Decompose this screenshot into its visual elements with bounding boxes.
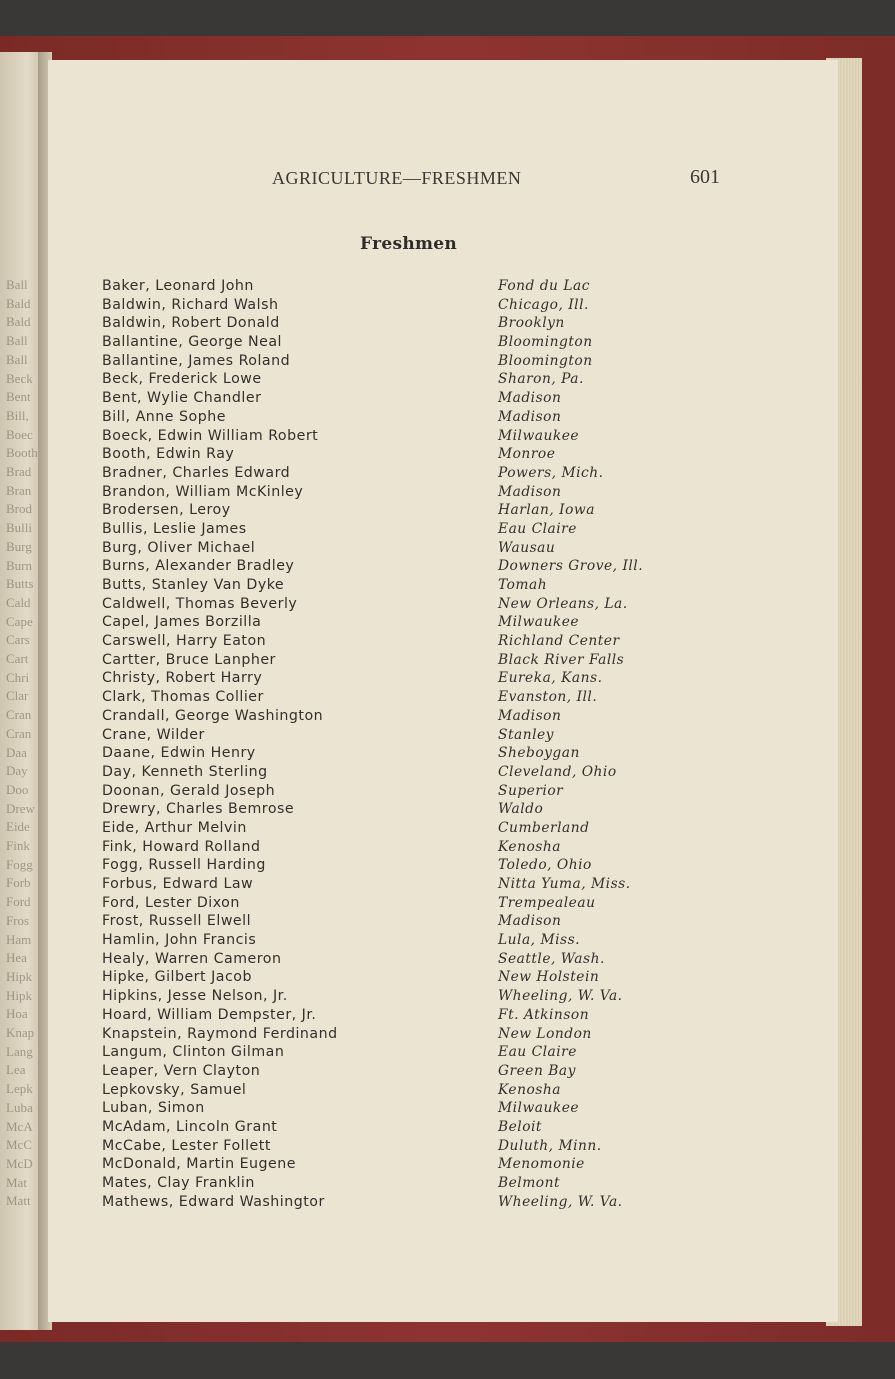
roster-row (102, 370, 662, 389)
student-hometown: Wausau (498, 539, 556, 556)
student-name: Hamlin, John Francis (102, 932, 257, 949)
previous-page-text-fragment: Bill, (6, 407, 29, 423)
student-name: Mates, Clay Franklin (102, 1175, 255, 1191)
previous-page-text-fragment: Cald (6, 594, 31, 610)
student-hometown: Madison (498, 390, 562, 407)
student-name: Forbus, Edward Law (102, 876, 254, 892)
student-name: Clark, Thomas Collier (102, 689, 264, 706)
student-name: Christy, Robert Harry (102, 670, 263, 687)
student-hometown: Eau Claire (498, 1044, 577, 1061)
previous-page-text-fragment: Lang (6, 1043, 33, 1059)
roster-row (102, 539, 662, 558)
student-hometown: Wheeling, W. Va. (498, 988, 623, 1005)
student-name: Baldwin, Richard Walsh (102, 296, 279, 313)
roster-row (102, 1137, 662, 1156)
previous-page-text-fragment: Brod (6, 501, 32, 517)
previous-page-text-fragment: Bald (6, 295, 31, 311)
student-name: Crandall, George Washington (102, 707, 324, 724)
roster-row (102, 501, 662, 520)
previous-page-text-fragment: McC (6, 1137, 32, 1153)
student-name: Crane, Wilder (102, 726, 205, 743)
student-name: Hoard, William Dempster, Jr. (102, 1006, 317, 1023)
student-hometown: Richland Center (498, 633, 620, 650)
student-hometown: Milwaukee (498, 614, 580, 631)
roster-row (102, 707, 662, 726)
student-name: Bill, Anne Sophe (102, 408, 226, 425)
roster-row (102, 1006, 662, 1025)
previous-page-text-fragment: Matt (6, 1193, 31, 1209)
student-hometown: Brooklyn (498, 315, 565, 332)
previous-page-text-fragment: Ham (6, 931, 32, 947)
previous-page-text-fragment: Hipk (6, 987, 32, 1003)
previous-page-text-fragment: Cape (6, 613, 33, 629)
student-hometown: Fond du Lac (498, 278, 590, 294)
roster-row (102, 408, 662, 427)
previous-page-text-fragment: Luba (6, 1099, 33, 1115)
student-hometown: Cleveland, Ohio (498, 763, 617, 780)
roster-row (102, 427, 662, 446)
student-hometown: Sharon, Pa. (498, 371, 584, 388)
previous-page-text-fragment: Fink (6, 838, 30, 853)
roster-row (102, 950, 662, 969)
student-name: Hipke, Gilbert Jacob (102, 969, 252, 986)
previous-page-text-fragment: Booth (6, 445, 38, 461)
roster-row (102, 1099, 662, 1118)
student-name: Eide, Arthur Melvin (102, 819, 247, 836)
student-name: Butts, Stanley Van Dyke (102, 577, 285, 593)
roster-row (102, 595, 662, 614)
student-hometown: New Orleans, La. (498, 595, 628, 612)
roster-row (102, 314, 662, 333)
student-hometown: Eureka, Kans. (498, 670, 603, 687)
student-name: McCabe, Lester Follett (102, 1137, 271, 1154)
student-hometown: Ft. Atkinson (498, 1006, 590, 1023)
roster-row (102, 1174, 662, 1193)
roster-row (102, 819, 662, 838)
student-name: Ballantine, George Neal (102, 334, 282, 351)
roster-row (102, 763, 662, 782)
student-hometown: Madison (498, 707, 562, 724)
roster-row (102, 389, 662, 408)
roster-row (102, 651, 662, 670)
student-name: Drewry, Charles Bemrose (102, 801, 295, 818)
student-name: Ballantine, James Roland (102, 352, 291, 369)
previous-page-text-fragment: Forb (6, 875, 31, 891)
student-hometown: Bloomington (498, 334, 593, 351)
student-name: Healy, Warren Cameron (102, 950, 282, 967)
student-name: Frost, Russell Elwell (102, 913, 252, 930)
student-name: Leaper, Vern Clayton (102, 1062, 261, 1079)
student-name: Carswell, Harry Eaton (102, 633, 267, 650)
student-name: Bent, Wylie Chandler (102, 390, 262, 407)
student-hometown: Tomah (498, 577, 548, 593)
roster-row (102, 632, 662, 651)
roster-row (102, 931, 662, 950)
student-name: Fink, Howard Rolland (102, 838, 261, 855)
roster-row (102, 912, 662, 931)
previous-page-text-fragment: Hea (6, 950, 27, 966)
student-hometown: Eau Claire (498, 520, 577, 537)
student-name: Brodersen, Leroy (102, 502, 231, 519)
student-hometown: Madison (498, 483, 562, 500)
student-hometown: New London (498, 1025, 592, 1042)
previous-page-text-fragment: Boec (6, 426, 33, 442)
roster-row (102, 894, 662, 913)
student-name: Langum, Clinton Gilman (102, 1044, 285, 1061)
student-hometown: Green Bay (498, 1062, 576, 1079)
student-hometown: Waldo (498, 801, 544, 818)
previous-page-text-fragment: Cran (6, 725, 32, 741)
roster-row (102, 669, 662, 688)
previous-page-text-fragment: Bald (6, 314, 31, 330)
student-name: Ford, Lester Dixon (102, 894, 240, 911)
student-hometown: Nitta Yuma, Miss. (498, 876, 631, 892)
student-name: Doonan, Gerald Joseph (102, 782, 276, 799)
previous-page-text-fragment: Brad (6, 464, 32, 479)
student-hometown: Kenosha (498, 838, 561, 855)
previous-page-text-fragment: Burg (6, 538, 32, 554)
student-name: Bullis, Leslie James (102, 520, 247, 537)
student-hometown: Lula, Miss. (498, 932, 581, 949)
student-name: Caldwell, Thomas Beverly (102, 595, 298, 612)
roster-row (102, 744, 662, 763)
roster-row (102, 782, 662, 801)
previous-page-text-fragment: Mat (6, 1174, 27, 1190)
roster-row (102, 838, 662, 857)
previous-page-text-fragment: Drew (6, 800, 35, 816)
student-hometown: Powers, Mich. (498, 464, 604, 481)
previous-page-text-fragment: Beck (6, 370, 33, 386)
roster-row (102, 296, 662, 315)
student-name: Boeck, Edwin William Robert (102, 427, 319, 444)
previous-page-text-fragment: Hipk (6, 968, 32, 984)
previous-page-text-fragment: Lea (6, 1062, 26, 1078)
previous-page-text-fragment: Ball (6, 333, 28, 349)
running-head: AGRICULTURE—FRESHMEN (272, 168, 522, 188)
student-name: Burg, Oliver Michael (102, 539, 256, 556)
roster-row (102, 277, 662, 296)
student-name: Booth, Edwin Ray (102, 446, 235, 463)
student-hometown: Madison (498, 913, 562, 930)
student-hometown: Sheboygan (498, 745, 580, 762)
student-hometown: Menomonie (498, 1156, 585, 1173)
previous-page-text-fragment: McD (6, 1155, 33, 1171)
student-hometown: Downers Grove, Ill. (498, 558, 644, 575)
section-title: Freshmen (360, 234, 458, 254)
roster-row (102, 875, 662, 894)
student-hometown: Stanley (498, 726, 554, 743)
student-name: Fogg, Russell Harding (102, 857, 266, 874)
student-hometown: Superior (498, 782, 564, 799)
roster-row (102, 520, 662, 539)
roster-row (102, 483, 662, 502)
roster-row (102, 726, 662, 745)
roster-row (102, 557, 662, 576)
student-roster (102, 277, 662, 1211)
previous-page-text-fragment: Cars (6, 632, 30, 648)
roster-row (102, 1025, 662, 1044)
previous-page-text-fragment: Hoa (6, 1006, 28, 1022)
roster-row (102, 1081, 662, 1100)
previous-page-text-fragment: Ford (6, 894, 31, 910)
roster-row (102, 333, 662, 352)
student-hometown: New Holstein (498, 969, 600, 986)
roster-row (102, 968, 662, 987)
previous-page-text-fragment: Eide (6, 819, 30, 835)
previous-page-text-fragment: Bent (6, 389, 31, 405)
roster-row (102, 800, 662, 819)
roster-row (102, 1118, 662, 1137)
student-hometown: Wheeling, W. Va. (498, 1193, 623, 1210)
previous-page-text-fragment: Day (6, 763, 28, 779)
student-name: Mathews, Edward Washingtor (102, 1193, 325, 1210)
roster-row (102, 1193, 662, 1212)
previous-page-text-fragment: Clar (6, 688, 29, 704)
student-hometown: Cumberland (498, 819, 590, 836)
student-name: McAdam, Lincoln Grant (102, 1118, 278, 1135)
roster-row (102, 1155, 662, 1174)
student-name: McDonald, Martin Eugene (102, 1156, 296, 1173)
student-hometown: Bloomington (498, 352, 593, 369)
previous-page-text-fragment: Bran (6, 482, 32, 498)
student-hometown: Kenosha (498, 1081, 561, 1098)
student-hometown: Belmont (498, 1175, 561, 1191)
student-hometown: Milwaukee (498, 1100, 580, 1117)
roster-row (102, 464, 662, 483)
student-hometown: Monroe (498, 446, 556, 463)
student-hometown: Seattle, Wash. (498, 950, 605, 967)
previous-page-text-fragment: Burn (6, 557, 32, 573)
roster-row (102, 856, 662, 875)
student-name: Daane, Edwin Henry (102, 745, 256, 762)
page-number: 601 (690, 166, 720, 188)
roster-row (102, 1043, 662, 1062)
student-hometown: Toledo, Ohio (498, 857, 592, 874)
previous-page-text-fragment: Doo (6, 781, 29, 797)
previous-page-text-fragment: Chri (6, 669, 30, 685)
student-hometown: Madison (498, 408, 562, 425)
previous-page-text-fragment: Cart (6, 651, 29, 666)
previous-page-text-fragment: Daa (6, 744, 27, 760)
previous-page-text-fragment: Ball (6, 351, 28, 367)
student-hometown: Duluth, Minn. (498, 1137, 602, 1154)
roster-row (102, 352, 662, 371)
student-name: Beck, Frederick Lowe (102, 371, 262, 388)
student-name: Burns, Alexander Bradley (102, 558, 295, 575)
student-name: Baldwin, Robert Donald (102, 315, 280, 332)
previous-page-text-fragment: Fogg (6, 856, 33, 872)
student-hometown: Trempealeau (498, 894, 596, 911)
student-hometown: Harlan, Iowa (498, 502, 595, 519)
roster-row (102, 688, 662, 707)
previous-page-text-fragment: Ball (6, 277, 28, 292)
student-name: Lepkovsky, Samuel (102, 1081, 247, 1098)
student-name: Capel, James Borzilla (102, 614, 262, 631)
previous-page-text-fragment: Lepk (6, 1081, 33, 1097)
previous-page-text-fragment: Butts (6, 576, 34, 592)
student-hometown: Beloit (498, 1118, 542, 1135)
student-name: Baker, Leonard John (102, 278, 254, 294)
student-hometown: Black River Falls (498, 651, 625, 668)
previous-page-text-fragment: Fros (6, 912, 30, 928)
student-hometown: Evanston, Ill. (498, 689, 598, 706)
roster-row (102, 576, 662, 595)
student-name: Knapstein, Raymond Ferdinand (102, 1025, 338, 1042)
roster-row (102, 613, 662, 632)
student-name: Brandon, William McKinley (102, 483, 304, 500)
previous-page-text-fragment: Bulli (6, 520, 33, 536)
student-name: Luban, Simon (102, 1100, 205, 1117)
student-hometown: Milwaukee (498, 427, 580, 444)
previous-page-text-fragment: Knap (6, 1025, 35, 1040)
previous-page-text-fragment: McA (6, 1118, 33, 1134)
student-name: Hipkins, Jesse Nelson, Jr. (102, 988, 288, 1005)
roster-row (102, 1062, 662, 1081)
student-name: Bradner, Charles Edward (102, 464, 291, 481)
previous-page-text-fragment: Cran (6, 707, 32, 723)
student-hometown: Chicago, Ill. (498, 296, 589, 313)
roster-row (102, 987, 662, 1006)
student-name: Day, Kenneth Sterling (102, 763, 268, 780)
roster-row (102, 445, 662, 464)
student-name: Cartter, Bruce Lanpher (102, 651, 276, 668)
